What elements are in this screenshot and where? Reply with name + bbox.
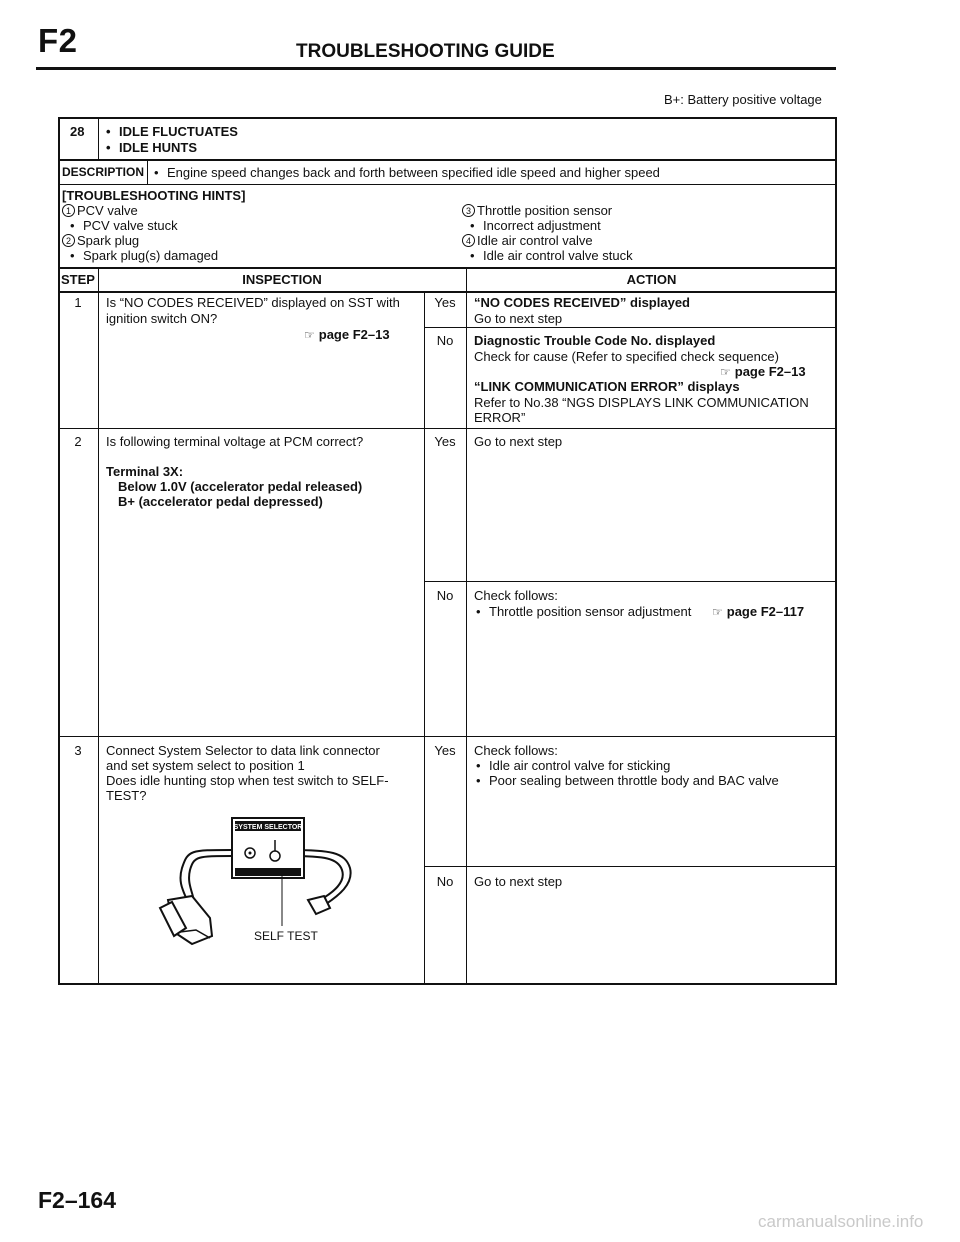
action-no: Refer to No.38 “NGS DISPLAYS LINK COMMUNICATION [474, 395, 809, 410]
step-number: 3 [74, 743, 82, 758]
circled-number-icon: 1 [62, 204, 75, 217]
action-no: Go to next step [474, 874, 563, 889]
divider [466, 268, 467, 292]
action-yes: Check follows: [474, 743, 558, 758]
action-no: Check follows: [474, 588, 558, 603]
description-label: DESCRIPTION [62, 165, 145, 179]
step-number: 2 [74, 434, 82, 449]
hint-2: 2 Spark plug [62, 233, 139, 249]
divider [98, 268, 99, 985]
no-label: No [436, 874, 454, 889]
description-text: • Engine speed changes back and forth between specified idle speed and higher speed [154, 165, 660, 181]
step-3-inspection: Connect System Selector to data link connector [106, 743, 380, 758]
step-number: 1 [74, 295, 82, 310]
page-reference: ☞ page F2–117 [712, 604, 805, 619]
action-no: “LINK COMMUNICATION ERROR” displays [474, 379, 740, 394]
divider [58, 428, 837, 429]
divider [98, 117, 99, 160]
action-no: Diagnostic Trouble Code No. displayed [474, 333, 716, 348]
page-number: F2–164 [38, 1187, 117, 1213]
watermark: carmanualsonline.info [758, 1212, 924, 1231]
no-label: No [436, 588, 454, 603]
terminal-label: Terminal 3X: [106, 464, 184, 479]
terminal-spec: B+ (accelerator pedal depressed) [118, 494, 323, 509]
page-title: TROUBLESHOOTING GUIDE [296, 41, 555, 62]
action-no: Check for cause (Refer to specified check sequence) [474, 349, 779, 364]
no-label: No [436, 333, 454, 348]
hint-1: 1 PCV valve [62, 203, 138, 219]
step-3-inspection: and set system select to position 1 [106, 758, 305, 773]
hint-3: 3 Throttle position sensor [462, 203, 612, 219]
action-yes: “NO CODES RECEIVED” displayed [474, 295, 690, 310]
hint-4-detail: • Idle air control valve stuck [470, 248, 633, 264]
divider [58, 736, 837, 737]
step-1-inspection: Is “NO CODES RECEIVED” displayed on SST with [106, 295, 400, 310]
divider [424, 866, 837, 867]
symptom-item: • IDLE FLUCTUATES [106, 124, 238, 140]
divider [466, 292, 467, 985]
action-yes-item: • Poor sealing between throttle body and BAC valve [476, 773, 779, 789]
section-code: F2 [38, 22, 78, 59]
divider [58, 159, 837, 161]
hint-2-detail: • Spark plug(s) damaged [70, 248, 218, 264]
page-reference: ☞ page F2–13 [720, 364, 806, 379]
divider [58, 291, 837, 293]
yes-label: Yes [434, 434, 456, 449]
header-step: STEP [61, 272, 95, 287]
circled-number-icon: 2 [62, 234, 75, 247]
step-3-inspection: TEST? [106, 788, 147, 803]
hint-3-detail: • Incorrect adjustment [470, 218, 601, 234]
hand-pointer-icon: ☞ [720, 365, 731, 379]
divider [424, 581, 837, 582]
divider [58, 267, 837, 269]
yes-label: Yes [434, 295, 456, 310]
divider [58, 184, 837, 185]
action-yes: Go to next step [474, 434, 563, 449]
header-rule [36, 67, 836, 70]
yes-label: Yes [434, 743, 456, 758]
action-no: ERROR” [474, 410, 526, 425]
symptom-item: • IDLE HUNTS [106, 140, 197, 156]
hint-4: 4 Idle air control valve [462, 233, 593, 249]
hint-1-detail: • PCV valve stuck [70, 218, 178, 234]
step-2-inspection: Is following terminal voltage at PCM correct? [106, 434, 364, 449]
step-3-inspection: Does idle hunting stop when test switch to SELF- [106, 773, 389, 788]
circled-number-icon: 3 [462, 204, 475, 217]
header-inspection: INSPECTION [242, 272, 322, 287]
action-no-item: • Throttle position sensor adjustment [476, 604, 691, 620]
symptom-number: 28 [70, 124, 85, 139]
legend-note: B+: Battery positive voltage [664, 92, 822, 107]
figure-callout: SELF TEST [254, 929, 318, 943]
hand-pointer-icon: ☞ [304, 328, 315, 342]
circled-number-icon: 4 [462, 234, 475, 247]
step-1-inspection: ignition switch ON? [106, 311, 218, 326]
terminal-spec: Below 1.0V (accelerator pedal released) [118, 479, 363, 494]
header-action: ACTION [626, 272, 677, 287]
action-yes-item: • Idle air control valve for sticking [476, 758, 670, 774]
page-reference: ☞ page F2–13 [304, 327, 390, 342]
hints-heading: [TROUBLESHOOTING HINTS] [62, 188, 246, 203]
divider [424, 327, 837, 328]
action-yes: Go to next step [474, 311, 563, 326]
hand-pointer-icon: ☞ [712, 605, 723, 619]
divider [147, 160, 148, 184]
selector-label: SYSTEM SELECTOR [233, 824, 303, 831]
